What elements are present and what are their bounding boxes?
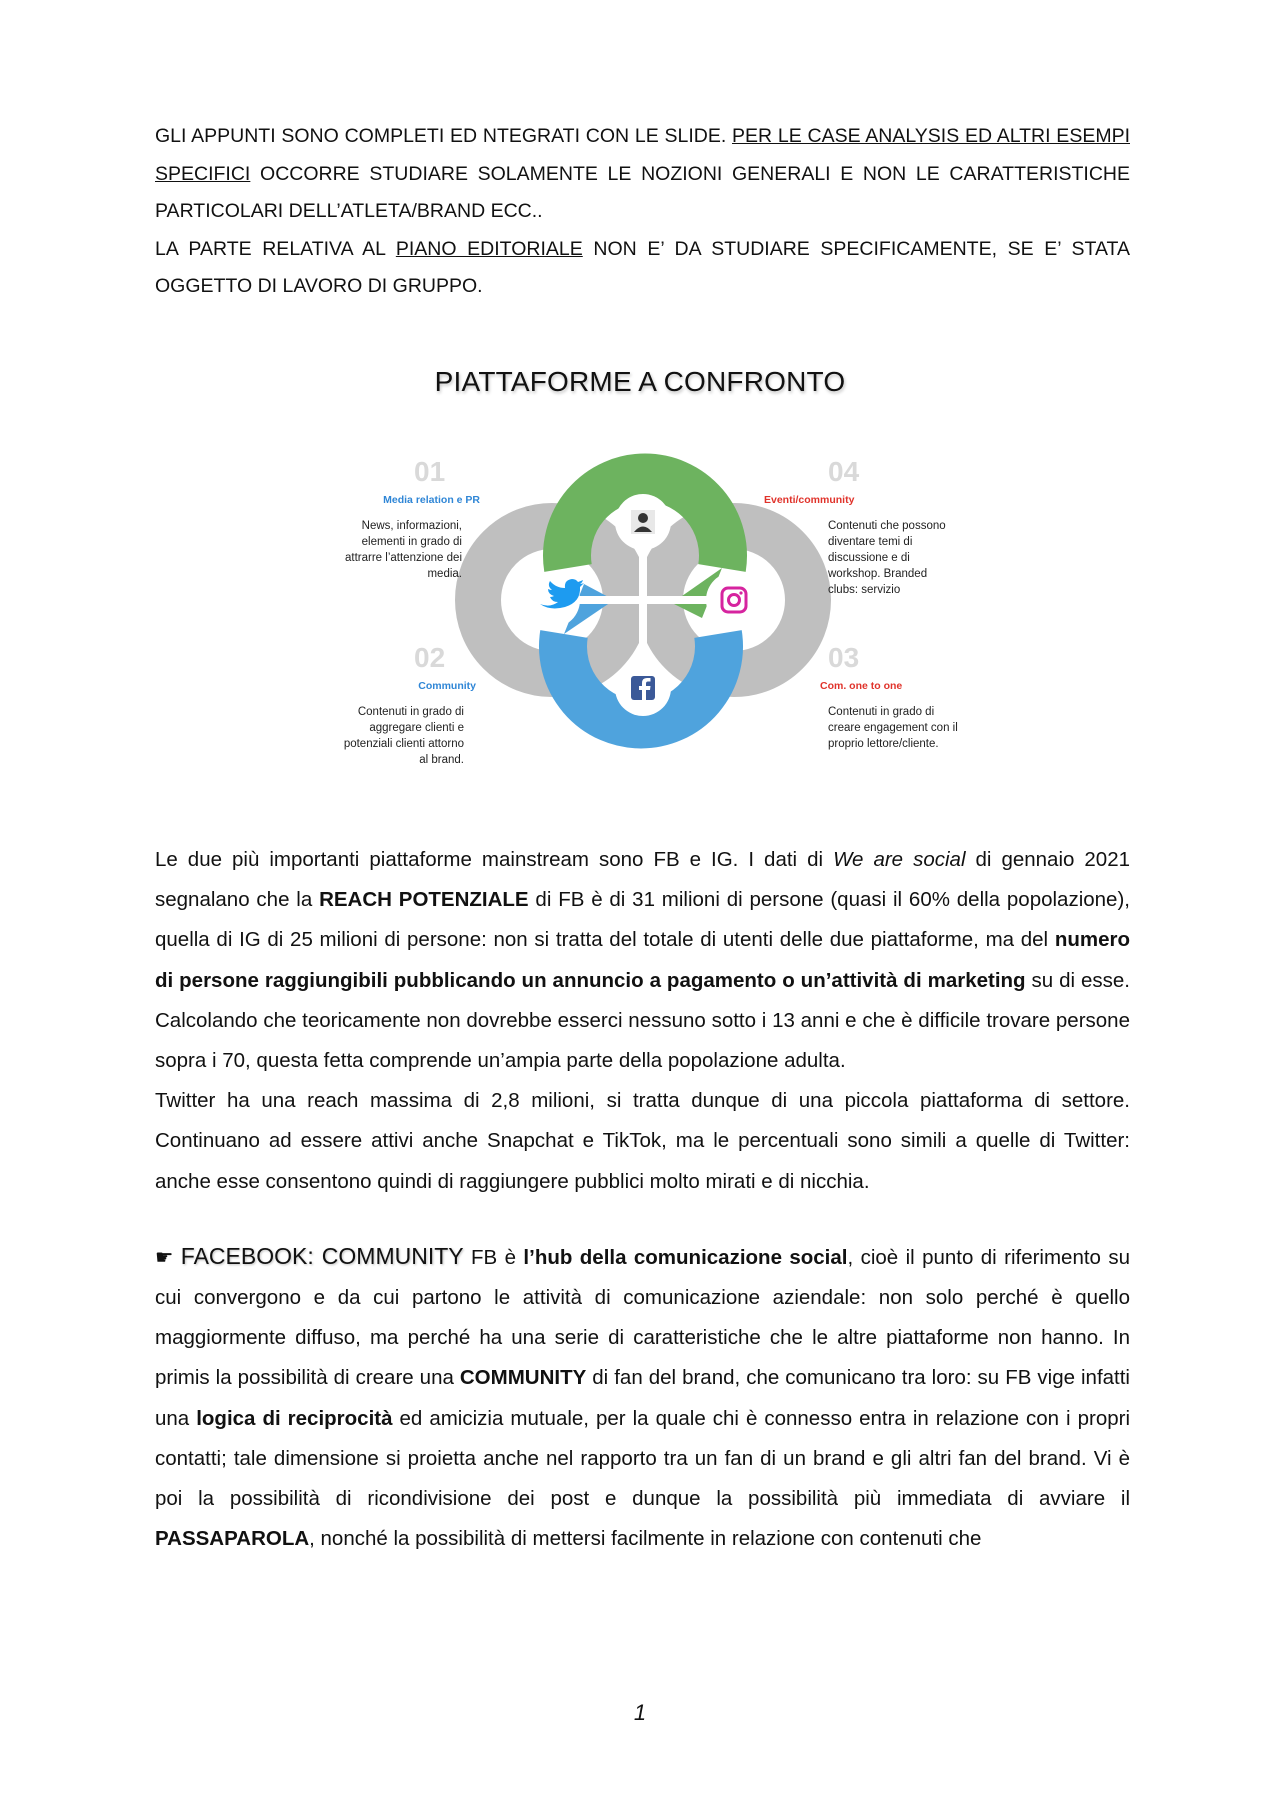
- intro-paragraph-1: [155, 118, 1130, 231]
- quadrant-01-category: Media relation e PR: [383, 494, 480, 506]
- diagram-title: PIATTAFORME A CONFRONTO: [434, 366, 846, 397]
- intro-underlined-text: PIANO EDITORIALE: [395, 237, 583, 260]
- quadrant-03-number: 03: [828, 642, 860, 673]
- intro-underlined-text: PER LE CASE ANALYSIS ED ALTRI ESEMPI SPECIFICI: [155, 125, 1130, 185]
- text-run: di FB è di 31 milioni di persone (quasi il 60% della popolazione), quella di IG di 25 milioni di persone: non si tratta del totale di utenti delle due piattaforme, ma del: [155, 888, 1130, 952]
- paragraph-facebook: [155, 1236, 1130, 1560]
- intro-paragraph-2: [155, 231, 1130, 306]
- paragraph-twitter: Twitter ha una reach massima di 2,8 milioni, si tratta dunque di una piccola piattaforma di settore. Continuano ad essere attivi anche Snapchat e TikTok, ma le percentuali sono simili a quelle di Twitter: anche esse consentono quindi di raggiungere pubblici molto mirati e di nicchia.: [155, 1089, 1130, 1193]
- paragraph-reach: [155, 840, 1130, 1081]
- avatar-icon: [631, 510, 655, 534]
- platforms-diagram: [322, 428, 964, 780]
- body-text: [155, 840, 1130, 1559]
- quadrant-01-description: News, informazioni, elementi in grado di attrarre l’attenzione dei media.: [345, 520, 462, 580]
- intro-text: GLI APPUNTI SONO COMPLETI ED NTEGRATI CON LE SLIDE.: [155, 125, 733, 147]
- section-heading: FACEBOOK: COMMUNITY: [180, 1242, 464, 1269]
- bold-text: numero di persone raggiungibili pubblicando un annuncio a pagamento o un’attività di marketing: [155, 928, 1130, 992]
- intro-note: [155, 118, 1130, 306]
- text-run: FB è: [463, 1245, 524, 1269]
- bold-text: COMMUNITY: [459, 1366, 587, 1390]
- quadrant-02-description: Contenuti in grado di aggregare clienti e potenziali clienti attorno al brand.: [343, 706, 464, 766]
- bold-text: REACH POTENZIALE: [319, 888, 529, 912]
- text-run: su di esse. Calcolando che teoricamente non dovrebbe esserci nessuno sotto i 13 anni e che è difficile trovare persone sopra i 70, questa fetta comprende un’ampia parte della popolazione adulta.: [155, 968, 1130, 1073]
- page-number: 1: [633, 1700, 647, 1725]
- quadrant-04-description: Contenuti che possono diventare temi di discussione e di workshop. Branded clubs: servizio: [828, 520, 946, 596]
- text-run: , nonché la possibilità di mettersi facilmente in relazione con contenuti che: [309, 1527, 982, 1551]
- bold-text: l’hub della comunicazione social: [523, 1245, 848, 1269]
- intro-text: LA PARTE RELATIVA AL: [155, 237, 396, 260]
- text-run: , cioè il punto di riferimento su cui convergono e da cui partono le attività di comunicazione aziendale: non solo perché è quello maggiormente diffuso, ma perché ha una serie di caratteristiche che le altre piattaforme non hanno. In primis la possibilità di creare una: [155, 1245, 1131, 1390]
- quadrant-04-number: 04: [828, 456, 860, 487]
- facebook-icon: [631, 676, 655, 700]
- italic-text: We are social: [833, 848, 966, 871]
- bold-text: logica di reciprocità: [196, 1406, 393, 1430]
- quadrant-03-description: Contenuti in grado di creare engagement con il proprio lettore/cliente.: [828, 706, 958, 750]
- quadrant-03-category: Com. one to one: [820, 680, 903, 692]
- intro-text: OCCORRE STUDIARE SOLAMENTE LE NOZIONI GENERALI E NON LE CARATTERISTICHE PARTICOLARI DELL’ATLETA/BRAND ECC..: [155, 162, 1130, 222]
- text-run: di gennaio 2021 segnalano che la: [155, 848, 1131, 912]
- text-run: ed amicizia mutuale, per la quale chi è connesso entra in relazione con i propri contatti; tale dimensione si proietta anche nel rapporto tra un fan di un brand e gli altri fan del brand. Vi è poi la possibilità di ricondivisione dei post e dunque la possibilità più immediata di avviare il: [155, 1406, 1131, 1511]
- quadrant-01-number: 01: [414, 456, 446, 487]
- text-run: Le due più importanti piattaforme mainstream sono FB e IG. I dati di: [155, 848, 834, 871]
- right-disc: [706, 572, 762, 628]
- intro-text: NON E’ DA STUDIARE SPECIFICAMENTE, SE E’ STATA OGGETTO DI LAVORO DI GRUPPO.: [155, 237, 1130, 297]
- text-run: di fan del brand, che comunicano tra loro: su FB vige infatti una: [155, 1366, 1130, 1430]
- quadrant-02-category: Community: [418, 680, 476, 692]
- bold-text: PASSAPAROLA: [155, 1527, 310, 1551]
- quadrant-04-category: Eventi/community: [764, 494, 855, 506]
- quadrant-02-number: 02: [414, 642, 446, 673]
- pointing-hand-icon: ☛: [155, 1245, 174, 1269]
